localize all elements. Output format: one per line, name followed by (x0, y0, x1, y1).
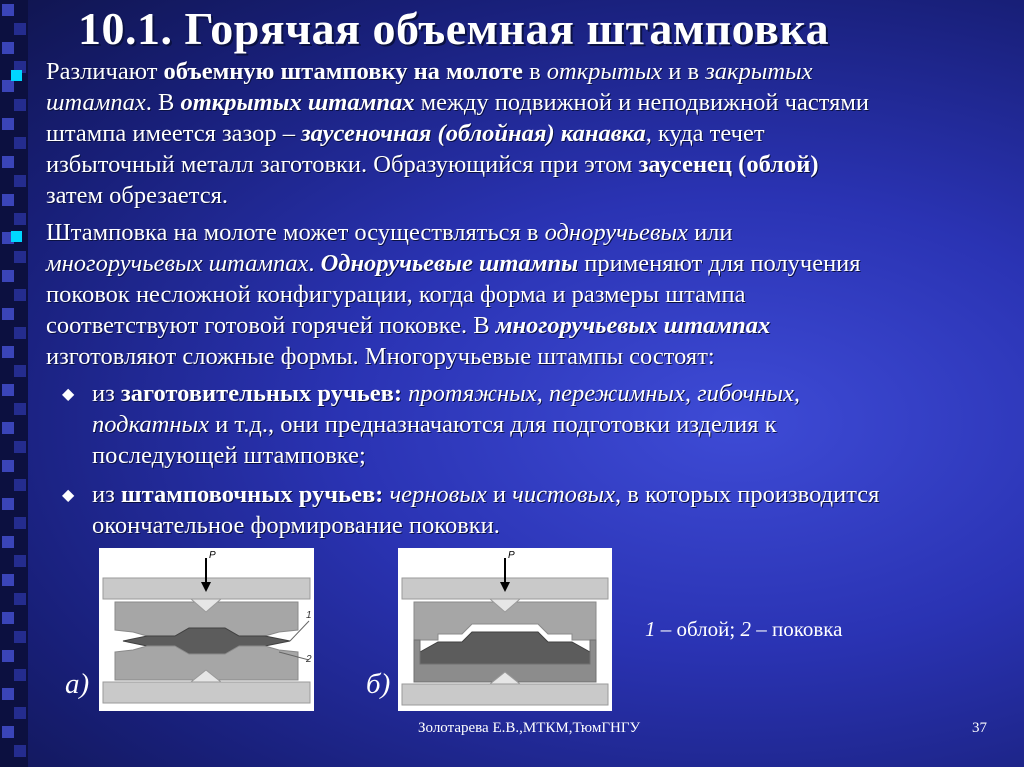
decorative-square (14, 251, 26, 263)
force-label: P (508, 550, 515, 561)
bullet-1-line-2: штампах. В открытых штампах между подвижной и неподвижной частями (46, 89, 869, 116)
decorative-square (2, 498, 14, 510)
figure-a-label: а) (65, 668, 90, 700)
decorative-square (2, 384, 14, 396)
diamond-bullet-icon: ◆ (62, 487, 75, 504)
decorative-square (14, 23, 26, 35)
bullet-1-line-1: Различают объемную штамповку на молоте в открытых и в закрытых (46, 58, 813, 85)
decorative-square (14, 593, 26, 605)
figure-legend: 1 – облой; 2 – поковка (645, 617, 843, 641)
decorative-square (14, 517, 26, 529)
decorative-square (2, 80, 14, 92)
bullet-1-line-3: штампа имеется зазор – заусеночная (облойная) канавка, куда течет (46, 120, 765, 147)
decorative-square (14, 289, 26, 301)
slide-title: 10.1. Горячая объемная штамповка (78, 3, 830, 54)
decorative-square (14, 175, 26, 187)
closed-die-figure (398, 548, 612, 711)
diamond-bullet-icon: ◆ (62, 386, 75, 403)
bullet-2-line-2: многоручьевых штампах. Одноручьевые штампы применяют для получения (46, 250, 861, 277)
bullet-square-icon (11, 231, 22, 242)
decorative-square (14, 99, 26, 111)
footer-author: Золотарева Е.В.,МТКМ,ТюмГНГУ (418, 720, 641, 736)
closed-die-diagram (398, 548, 612, 711)
decorative-square (14, 327, 26, 339)
figure-b-label: б) (366, 668, 391, 700)
decorative-square (2, 574, 14, 586)
page-number: 37 (972, 720, 987, 736)
decorative-square (2, 308, 14, 320)
callout-1: 1 (306, 610, 312, 621)
decorative-square (14, 441, 26, 453)
decorative-square (14, 745, 26, 757)
bullet-1-line-5: затем обрезается. (46, 182, 228, 209)
decorative-square (14, 631, 26, 643)
decorative-square (2, 4, 14, 16)
sub-bullet-1-line-2: подкатных и т.д., они предназначаются для подготовки изделия к (92, 411, 777, 438)
open-die-diagram (99, 548, 314, 711)
decorative-square (14, 555, 26, 567)
bullet-1-line-4: избыточный металл заготовки. Образующийся при этом заусенец (облой) (46, 151, 819, 178)
decorative-square (2, 612, 14, 624)
decorative-square (2, 688, 14, 700)
decorative-square (2, 42, 14, 54)
decorative-left-strip (0, 0, 28, 767)
decorative-square (2, 650, 14, 662)
decorative-square (2, 460, 14, 472)
decorative-square (2, 536, 14, 548)
sub-bullet-2-line-1: из штамповочных ручьев: черновых и чистовых, в которых производится (92, 481, 880, 508)
decorative-square (2, 726, 14, 738)
decorative-square (14, 365, 26, 377)
sub-bullet-1-line-1: из заготовительных ручьев: протяжных, пережимных, гибочных, (92, 380, 800, 407)
decorative-square (2, 118, 14, 130)
sub-bullet-2-line-2: окончательное формирование поковки. (92, 512, 500, 539)
bullet-2-line-3: поковок несложной конфигурации, когда форма и размеры штампа (46, 281, 746, 308)
bullet-square-icon (11, 70, 22, 81)
sub-bullet-1-line-3: последующей штамповке; (92, 442, 366, 469)
decorative-square (14, 707, 26, 719)
decorative-square (14, 403, 26, 415)
decorative-square (2, 346, 14, 358)
decorative-square (2, 270, 14, 282)
bullet-2-line-5: изготовляют сложные формы. Многоручьевые штампы состоят: (46, 343, 715, 370)
decorative-square (2, 194, 14, 206)
bullet-2-line-1: Штамповка на молоте может осуществляться в одноручьевых или (46, 219, 733, 246)
decorative-square (14, 137, 26, 149)
decorative-square (14, 479, 26, 491)
decorative-square (14, 669, 26, 681)
open-die-figure (99, 548, 314, 711)
decorative-square (14, 213, 26, 225)
callout-2: 2 (306, 654, 312, 665)
decorative-square (2, 156, 14, 168)
force-label: P (209, 550, 216, 561)
decorative-square (2, 422, 14, 434)
bullet-2-line-4: соответствуют готовой горячей поковке. В многоручьевых штампах (46, 312, 771, 339)
